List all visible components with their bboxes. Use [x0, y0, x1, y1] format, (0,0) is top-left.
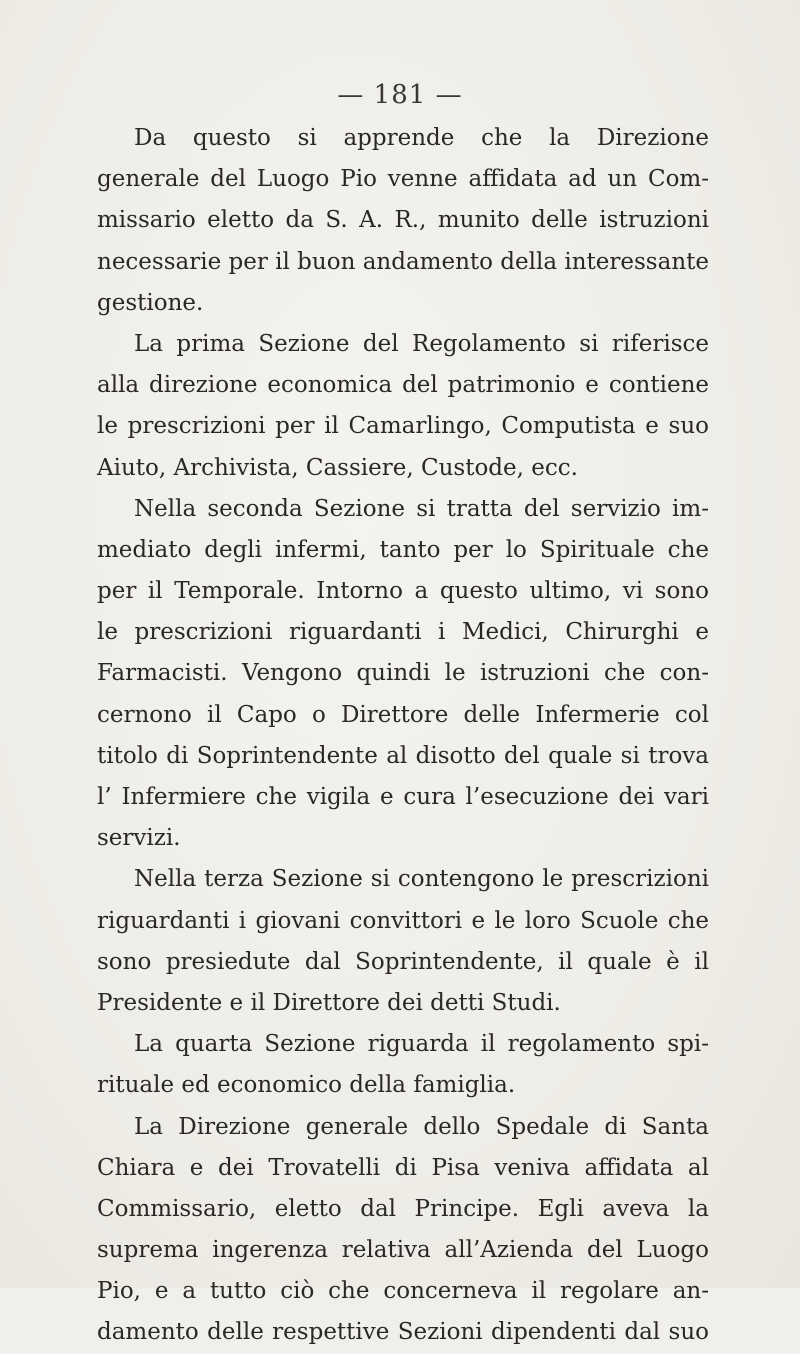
- text-line: Aiuto, Archivista, Cassiere, Custode, ecc.: [97, 454, 578, 481]
- text-line: necessarie per il buon andamento della interessante: [97, 248, 709, 275]
- text-line: suprema ingerenza relativa all’Azienda del Luogo: [97, 1237, 709, 1264]
- text-line: servizi.: [97, 825, 181, 852]
- text-line: generale del Luogo Pio venne affidata ad un Com-: [97, 166, 709, 193]
- text-line: alla direzione economica del patrimonio e contiene: [97, 372, 709, 399]
- text-line: La quarta Sezione riguarda il regolamento spi-: [134, 1031, 709, 1058]
- text-line: mediato degli infermi, tanto per lo Spirituale che: [97, 536, 709, 563]
- text-line: Da questo si apprende che la Direzione: [134, 125, 709, 151]
- text-line: cernono il Capo o Direttore delle Infermerie col: [97, 701, 709, 728]
- text-line: La Direzione generale dello Spedale di Santa: [134, 1113, 709, 1140]
- text-line: missario eletto da S. A. R., munito delle istruzioni: [97, 207, 709, 234]
- text-line: Pio, e a tutto ciò che concerneva il regolare an-: [97, 1278, 709, 1305]
- text-line: riguardanti i giovani convittori e le loro Scuole che: [97, 907, 709, 934]
- page-number: — 181 —: [337, 80, 463, 110]
- text-line: Nella seconda Sezione si tratta del servizio im-: [134, 495, 709, 522]
- text-line: le prescrizioni riguardanti i Medici, Chirurghi e: [97, 619, 709, 646]
- text-line: Farmacisti. Vengono quindi le istruzioni che con-: [97, 660, 709, 687]
- text-line: Presidente e il Direttore dei detti Studi.: [97, 989, 561, 1016]
- text-line: gestione.: [97, 289, 204, 316]
- text-line: titolo di Soprintendente al disotto del quale si trova: [97, 742, 709, 769]
- text-line: Commissario, eletto dal Principe. Egli aveva la: [97, 1195, 709, 1222]
- text-line: damento delle respettive Sezioni dipendenti dal suo: [97, 1319, 709, 1346]
- text-line: rituale ed economico della famiglia.: [97, 1072, 516, 1099]
- text-line: l’ Infermiere che vigila e cura l’esecuzione dei vari: [97, 784, 709, 810]
- body-text: [97, 118, 709, 1354]
- text-line: sono presiedute dal Soprintendente, il quale è il: [97, 948, 709, 975]
- text-line: per il Temporale. Intorno a questo ultimo, vi sono: [97, 578, 709, 605]
- text-line: Nella terza Sezione si contengono le prescrizioni: [134, 866, 709, 893]
- text-line: Chiara e dei Trovatelli di Pisa veniva affidata al: [97, 1154, 709, 1181]
- text-line: La prima Sezione del Regolamento si riferisce: [134, 330, 709, 357]
- text-line: le prescrizioni per il Camarlingo, Computista e suo: [97, 413, 709, 440]
